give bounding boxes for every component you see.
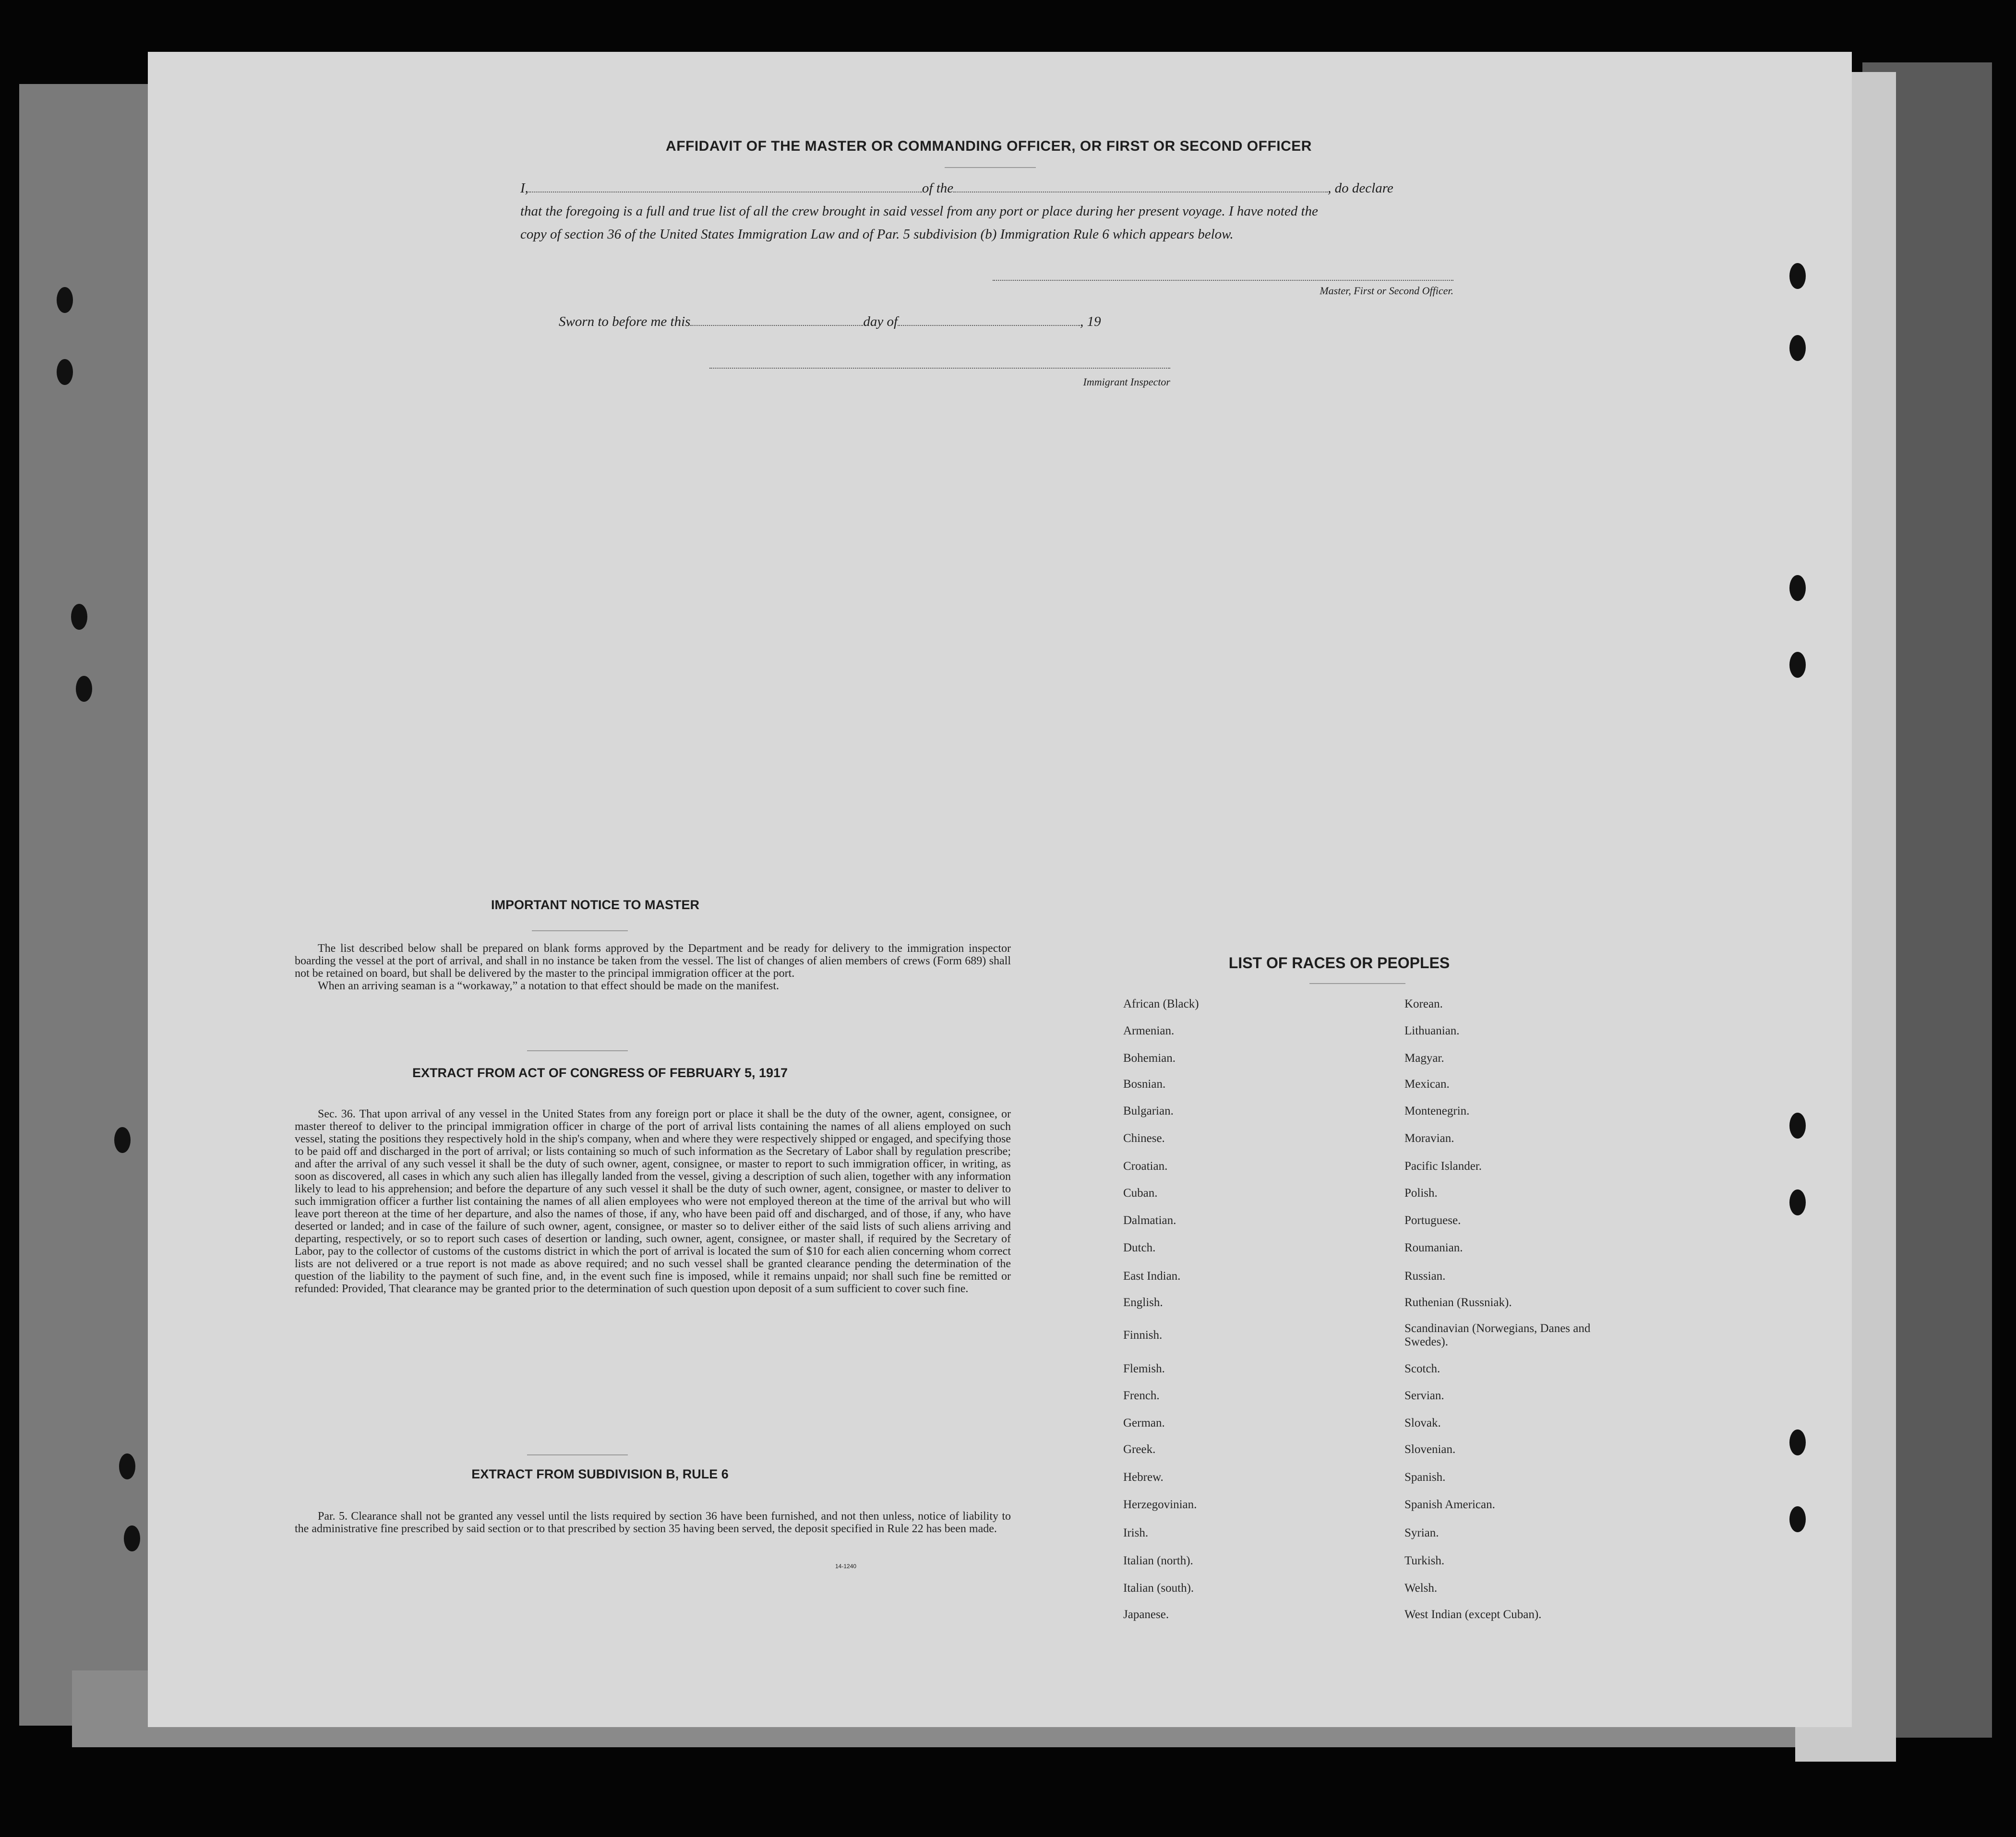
sworn-month-field[interactable]: [898, 312, 1080, 326]
sworn-line: [559, 311, 1231, 332]
extract-rule-text: [295, 1510, 1011, 1535]
race-item-left: Italian (north).: [1123, 1554, 1193, 1567]
race-item-right: Turkish.: [1404, 1554, 1445, 1567]
race-item-left: Dutch.: [1123, 1241, 1156, 1254]
races-title: LIST OF RACES OR PEOPLES: [1228, 954, 1450, 972]
race-item-left: German.: [1123, 1417, 1165, 1429]
race-item-left: Flemish.: [1123, 1362, 1165, 1375]
race-item-right: Welsh.: [1404, 1582, 1438, 1595]
race-item-left: East Indian.: [1123, 1270, 1181, 1283]
day-of-label: day of: [863, 314, 898, 329]
race-item-left: African (Black): [1123, 997, 1199, 1010]
sworn-day-field[interactable]: [690, 312, 863, 326]
affidavit-i-label: I,: [520, 180, 528, 196]
extract-act-text: [295, 1108, 1011, 1295]
race-item-right: Polish.: [1404, 1187, 1438, 1200]
extract-act-title: EXTRACT FROM ACT OF CONGRESS OF FEBRUARY 5, 1917: [412, 1066, 788, 1080]
do-declare-label: , do declare: [1328, 180, 1393, 196]
race-item-right: West Indian (except Cuban).: [1404, 1608, 1542, 1621]
binder-hole: [1789, 263, 1806, 289]
race-item-left: French.: [1123, 1389, 1160, 1402]
race-item-right: Scandinavian (Norwegians, Danes and Swedes).: [1404, 1322, 1591, 1348]
binder-hole: [1789, 335, 1806, 361]
race-item-right: Montenegrin.: [1404, 1105, 1470, 1117]
binder-hole: [1789, 1113, 1806, 1139]
master-signature-field[interactable]: [993, 280, 1453, 281]
divider: [527, 1050, 628, 1051]
race-item-right: Slovak.: [1404, 1417, 1441, 1429]
notice-title: IMPORTANT NOTICE TO MASTER: [491, 898, 699, 912]
par-5-paragraph: Par. 5. Clearance shall not be granted any vessel until the lists required by section 36 have been furnished, and not then unless, notice of liability to the administrative fine prescribed by said section or to that prescribed by section 35 having been served, the deposit specified in Rule 22 has been made.: [295, 1510, 1011, 1535]
binder-hole: [124, 1525, 140, 1551]
binder-hole: [1789, 1189, 1806, 1215]
binder-hole: [76, 676, 92, 702]
background-sheet-left: [19, 84, 154, 1726]
of-the-label: of the: [922, 180, 954, 196]
race-item-right: Russian.: [1404, 1270, 1446, 1283]
affidavit-line-3: copy of section 36 of the United States Immigration Law and of Par. 5 subdivision (b) Immigration Rule 6 which appears below.: [520, 227, 1234, 242]
divider: [532, 930, 628, 931]
affidavit-line-1: [520, 178, 1611, 199]
notice-paragraph-2: When an arriving seaman is a “workaway,” a notation to that effect should be made on the manifest.: [318, 980, 779, 992]
race-item-left: Bosnian.: [1123, 1078, 1166, 1091]
race-item-right: Mexican.: [1404, 1078, 1450, 1091]
race-item-left: Finnish.: [1123, 1329, 1163, 1342]
race-item-right: Roumanian.: [1404, 1241, 1463, 1254]
binder-hole: [119, 1453, 135, 1479]
year-label: , 19: [1080, 314, 1101, 329]
race-item-right: Scotch.: [1404, 1362, 1440, 1375]
race-item-right: Ruthenian (Russniak).: [1404, 1296, 1512, 1309]
extract-rule-title: EXTRACT FROM SUBDIVISION B, RULE 6: [471, 1467, 729, 1481]
race-item-left: Italian (south).: [1123, 1582, 1194, 1595]
race-item-right: Korean.: [1404, 997, 1443, 1010]
binder-hole: [57, 359, 73, 385]
sworn-label: Sworn to before me this: [559, 314, 691, 329]
binder-hole: [114, 1127, 131, 1153]
affidavit-title: AFFIDAVIT OF THE MASTER OR COMMANDING OFFICER, OR FIRST OR SECOND OFFICER: [666, 138, 1312, 154]
binder-hole: [1789, 652, 1806, 678]
race-item-left: English.: [1123, 1296, 1163, 1309]
race-item-right: Magyar.: [1404, 1052, 1444, 1065]
divider: [1309, 983, 1405, 984]
race-item-left: Irish.: [1123, 1526, 1149, 1539]
race-item-right: Spanish American.: [1404, 1498, 1495, 1511]
notice-paragraph-1: The list described below shall be prepared on blank forms approved by the Department and be ready for delivery to the immigration inspector boarding the vessel at the port of arrival, and shall in no instance be taken from the vessel. The list of changes of alien members of crews (Form 689) shall not be retained on board, but shall be delivered by the master to the principal immigration officer at the port.: [295, 942, 1011, 980]
race-item-right: Spanish.: [1404, 1471, 1446, 1484]
binder-hole: [71, 604, 87, 630]
race-item-right: Syrian.: [1404, 1526, 1439, 1539]
section-36-paragraph: Sec. 36. That upon arrival of any vessel in the United States from any foreign port or place it shall be the duty of the owner, agent, consignee, or master thereof to deliver to the principal immigration officer in charge of the port of arrival lists containing the names of all aliens employed on such vessel, stating the positions they respectively hold in the ship's company, when and where they were respectively shipped or engaged, and specifying those to be paid off and discharged in the port of arrival; or lists containing so much of such information as the Secretary of Labor shall by regulation prescribe; and after the arrival of any such vessel it shall be the duty of such owner, agent, consignee, or master to report to such immigration officer, in writing, as soon as discovered, all cases in which any such alien has illegally landed from the vessel, giving a description of such alien, together with any information likely to lead to his apprehension; and before the departure of any such vessel it shall be the duty of such owner, agent, consignee, or master to deliver to such immigration officer a further list containing the names of all alien employees who were not employed thereon at the time of the arrival but who will leave port thereon at the time of her departure, and also the names of those, if any, who have been paid off and discharged, and of those, if any, who have deserted or landed; and in case of the failure of such owner, agent, consignee, or master so to deliver either of the said lists of such aliens arriving and departing, respectively, or so to report such cases of desertion or landing, such owner, agent, consignee, or master shall, if required by the Secretary of Labor, pay to the collector of customs of the customs district in which the port of arrival is located the sum of $10 for each alien concerning whom correct lists are not delivered or a true report is not made as above required; and no such vessel shall be granted clearance pending the determination of the question of the liability to the payment of such fine, and, in the event such fine is imposed, while it remains unpaid; nor shall such fine be remitted or refunded: Provided, That clearance may be granted prior to the determination of such question upon deposit of a sum sufficient to cover such fine.: [295, 1108, 1011, 1295]
divider: [945, 167, 1036, 168]
form-code: 14-1240: [835, 1563, 857, 1570]
race-item-left: Greek.: [1123, 1443, 1156, 1456]
race-item-left: Bulgarian.: [1123, 1105, 1174, 1117]
race-item-left: Herzegovinian.: [1123, 1498, 1197, 1511]
vessel-name-field[interactable]: [953, 179, 1328, 192]
race-item-left: Hebrew.: [1123, 1471, 1164, 1484]
race-item-left: Armenian.: [1123, 1024, 1175, 1037]
race-item-left: Dalmatian.: [1123, 1214, 1176, 1227]
race-item-right: Moravian.: [1404, 1132, 1454, 1145]
notice-text: [295, 942, 1011, 992]
race-item-left: Cuban.: [1123, 1187, 1158, 1200]
affidavit-line-2: that the foregoing is a full and true list of all the crew brought in said vessel from any port or place during her present voyage. I have noted the: [520, 204, 1318, 219]
race-item-right: Slovenian.: [1404, 1443, 1456, 1456]
race-item-right: Pacific Islander.: [1404, 1160, 1482, 1173]
inspector-signature-caption: Immigrant Inspector: [1083, 376, 1170, 388]
divider: [527, 1454, 628, 1455]
race-item-left: Japanese.: [1123, 1608, 1169, 1621]
race-item-right: Servian.: [1404, 1389, 1444, 1402]
binder-hole: [1789, 1429, 1806, 1455]
inspector-signature-field[interactable]: [709, 368, 1170, 369]
master-signature-caption: Master, First or Second Officer.: [1320, 285, 1453, 297]
officer-name-field[interactable]: [528, 179, 922, 192]
binder-hole: [1789, 575, 1806, 601]
race-item-right: Portuguese.: [1404, 1214, 1461, 1227]
binder-hole: [1789, 1506, 1806, 1532]
binder-hole: [57, 287, 73, 313]
manifest-page: [148, 52, 1852, 1727]
race-item-left: Croatian.: [1123, 1160, 1168, 1173]
race-item-right: Lithuanian.: [1404, 1024, 1460, 1037]
race-item-left: Bohemian.: [1123, 1052, 1176, 1065]
race-item-left: Chinese.: [1123, 1132, 1165, 1145]
